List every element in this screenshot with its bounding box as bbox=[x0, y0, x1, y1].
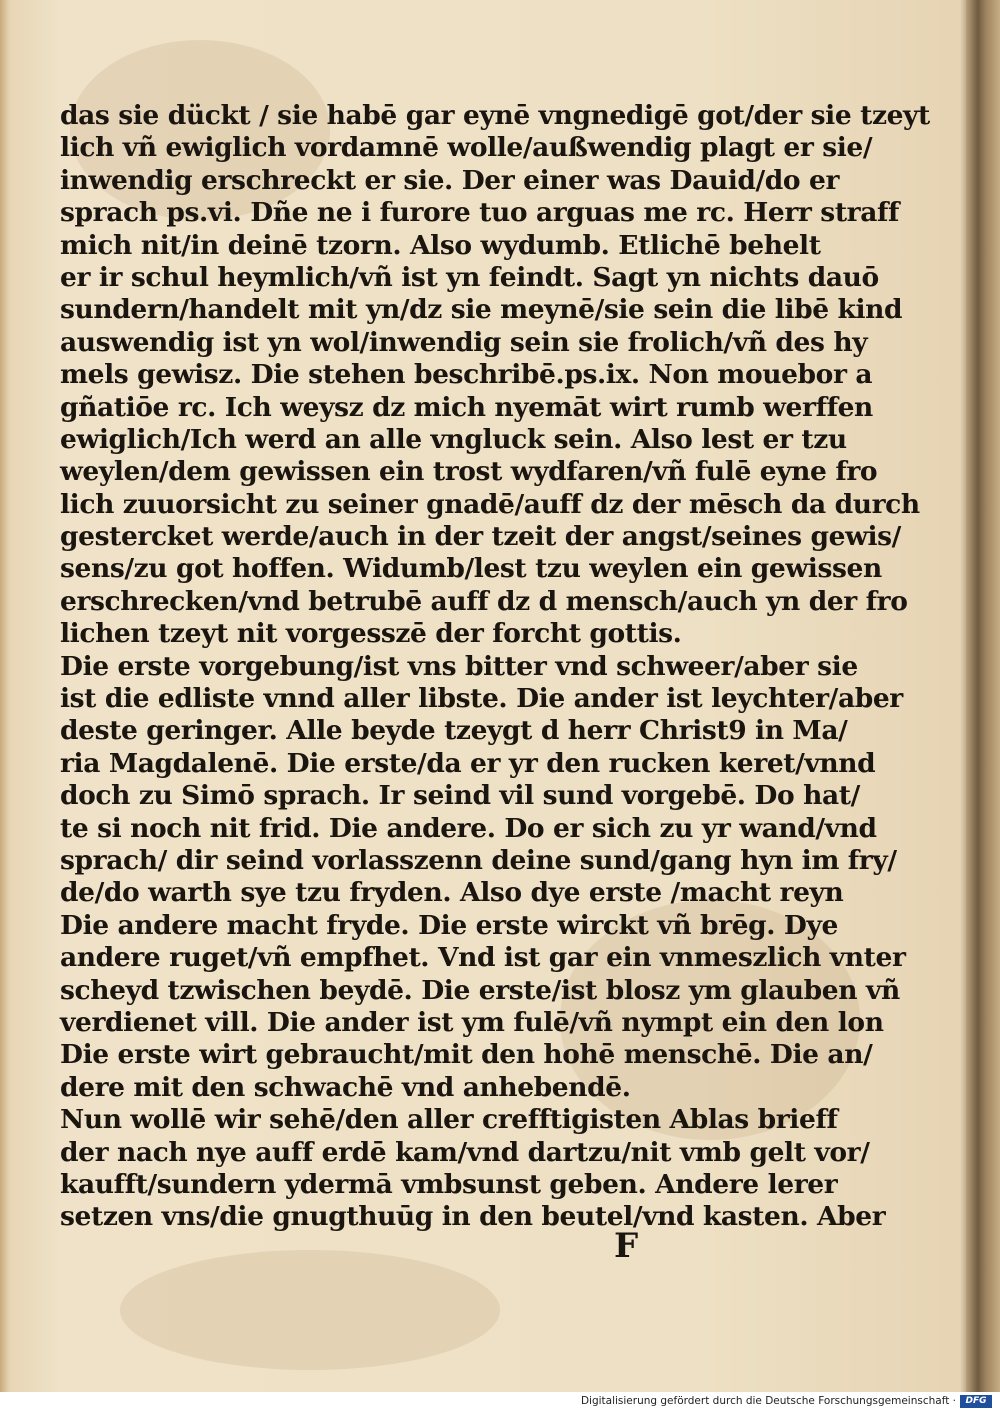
text-line: kaufft/sundern ydermā vmbsunst geben. Andere lerer bbox=[60, 1168, 838, 1200]
footer-bar bbox=[0, 1392, 1000, 1412]
text-line: gñatiōe rc. Ich weysz dz mich nyemāt wirt rumb werffen bbox=[60, 391, 873, 423]
text-line: mich nit/in deinē tzorn. Also wydumb. Etlichē behelt bbox=[60, 229, 821, 261]
text-line: setzen vns/die gnugthuūg in den beutel/vnd kasten. Aber bbox=[60, 1201, 886, 1233]
paper-stain bbox=[120, 1250, 500, 1370]
text-line: ist die edliste vnnd aller libste. Die ander ist leychter/aber bbox=[60, 683, 903, 715]
text-line: weylen/dem gewissen ein trost wydfaren/vñ fulē eyne fro bbox=[60, 456, 878, 488]
text-line: te si noch nit frid. Die andere. Do er sich zu yr wand/vnd bbox=[60, 812, 877, 844]
text-line: Die andere macht fryde. Die erste wirckt vñ brēg. Dye bbox=[60, 909, 838, 941]
text-line: gestercket werde/auch in der tzeit der angst/seines gewis/ bbox=[60, 521, 901, 553]
text-line: er ir schul heymlich/vñ ist yn feindt. Sagt yn nichts dauō bbox=[60, 261, 879, 293]
text-line: de/do warth sye tzu fryden. Also dye erste /macht reyn bbox=[60, 877, 844, 909]
text-line: das sie dückt / sie habē gar eynē vngnedigē got/der sie tzeyt bbox=[60, 100, 930, 131]
text-line: sens/zu got hoffen. Widumb/lest tzu weylen ein gewissen bbox=[60, 553, 882, 585]
text-line: auswendig ist yn wol/inwendig sein sie frolich/vñ des hy bbox=[60, 326, 868, 358]
text-line: sprach ps.vi. Dñe ne i furore tuo arguas me rc. Herr straff bbox=[60, 197, 899, 229]
text-line: Die erste vorgebung/ist vns bitter vnd schweer/aber sie bbox=[60, 650, 858, 682]
text-line: verdienet vill. Die ander ist ym fulē/vñ nympt ein den lon bbox=[60, 1006, 884, 1038]
text-line: sundern/handelt mit yn/dz sie meynē/sie sein die libē kind bbox=[60, 294, 903, 326]
text-line: der nach nye auff erdē kam/vnd dartzu/nit vmb gelt vor/ bbox=[60, 1136, 870, 1168]
text-line: lich zuuorsicht zu seiner gnadē/auff dz der mēsch da durch bbox=[60, 488, 920, 520]
text-line: dere mit den schwachē vnd anhebendē. bbox=[60, 1071, 631, 1103]
text-line: lich vñ ewiglich vordamnē wolle/außwendig plagt er sie/ bbox=[60, 132, 873, 164]
page-binding-edge bbox=[966, 0, 1000, 1392]
text-line: mels gewisz. Die stehen beschribē.ps.ix. Non mouebor a bbox=[60, 359, 873, 391]
text-line: scheyd tzwischen beydē. Die erste/ist blosz ym glauben vñ bbox=[60, 974, 900, 1006]
text-line: lichen tzeyt nit vorgesszē der forcht gottis. bbox=[60, 618, 682, 650]
text-line: sprach/ dir seind vorlasszenn deine sund/gang hyn im fry/ bbox=[60, 844, 897, 876]
body-text bbox=[60, 100, 930, 1234]
text-line: inwendig erschreckt er sie. Der einer was Dauid/do er bbox=[60, 164, 840, 196]
text-line: doch zu Simō sprach. Ir seind vil sund vorgebē. Do hat/ bbox=[60, 780, 860, 812]
text-line: erschrecken/vnd betrubē auff dz d mensch/auch yn der fro bbox=[60, 585, 908, 617]
signature-mark: F bbox=[614, 1226, 639, 1266]
funding-credit: Digitalisierung gefördert durch die Deutsche Forschungsgemeinschaft · bbox=[580, 1395, 956, 1407]
text-line: andere ruget/vñ empfhet. Vnd ist gar ein vnmeszlich vnter bbox=[60, 942, 906, 974]
text-line: ria Magdalenē. Die erste/da er yr den rucken keret/vnnd bbox=[60, 747, 876, 779]
text-line: ewiglich/Ich werd an alle vngluck sein. Also lest er tzu bbox=[60, 423, 847, 455]
dfg-logo: DFG bbox=[960, 1395, 992, 1408]
text-line: Nun wollē wir sehē/den aller crefftigisten Ablas brieff bbox=[60, 1104, 838, 1136]
text-line: Die erste wirt gebraucht/mit den hohē menschē. Die an/ bbox=[60, 1039, 873, 1071]
text-line: deste geringer. Alle beyde tzeygt d herr Christ9 in Ma/ bbox=[60, 715, 848, 747]
